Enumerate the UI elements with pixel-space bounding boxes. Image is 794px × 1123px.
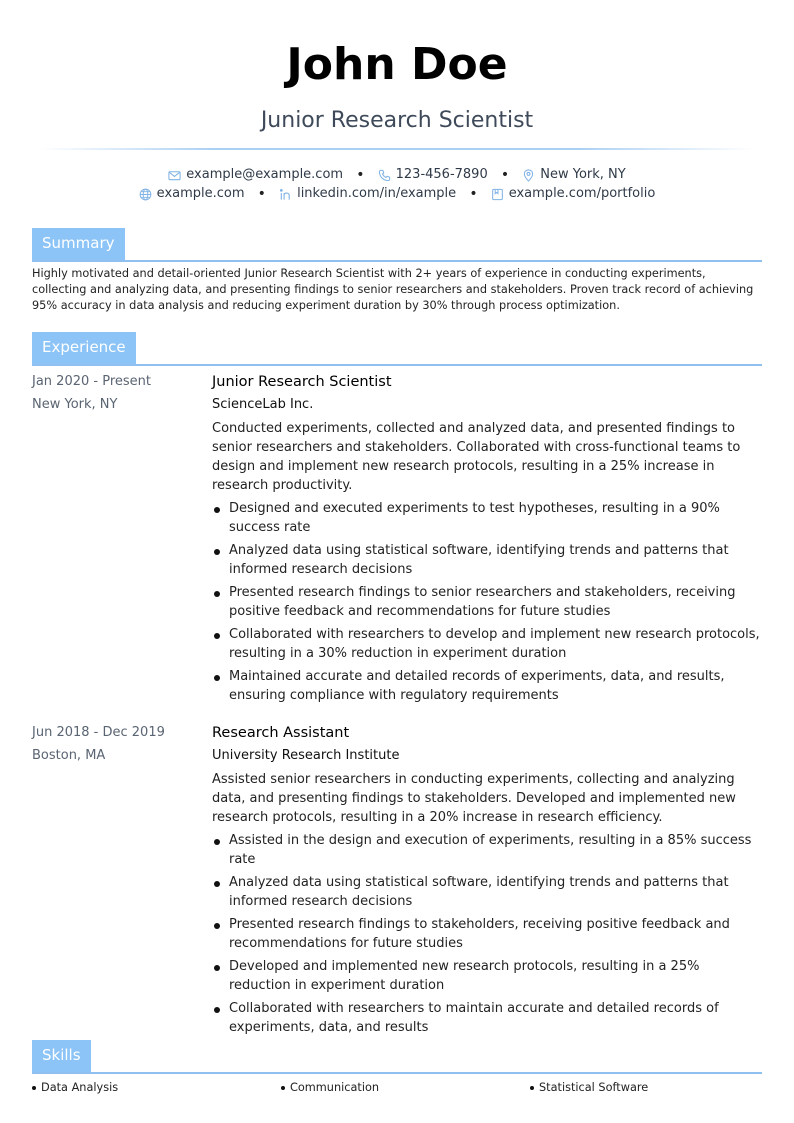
phone-icon: [378, 169, 391, 182]
list-item: Analyzed data using statistical software, identifying trends and patterns that informed research decisions: [212, 541, 764, 579]
contact-location: [522, 166, 625, 184]
contact-row-1: [0, 166, 794, 185]
contact-row-2: [0, 185, 794, 204]
job-title: Research Assistant: [212, 725, 350, 741]
bullet-dot: [530, 1086, 534, 1090]
globe-icon: [139, 188, 152, 201]
list-item: Designed and executed experiments to test hypotheses, resulting in a 90% success rate: [212, 499, 764, 537]
list-item: Analyzed data using statistical software, identifying trends and patterns that informed research decisions: [212, 873, 764, 911]
summary-heading: Summary: [32, 228, 125, 260]
list-item: Collaborated with researchers to maintain accurate and detailed records of experiments, data, and results: [212, 999, 764, 1037]
job-title: Junior Research Scientist: [212, 374, 392, 390]
portfolio-icon: [491, 188, 504, 201]
job-achievements: [212, 499, 764, 705]
job-details: [212, 373, 764, 709]
contact-email-text: example@example.com: [186, 167, 344, 182]
skills-heading: Skills: [32, 1040, 91, 1072]
contact-linkedin-text: linkedin.com/in/example: [297, 186, 457, 201]
list-item: Developed and implemented new research protocols, resulting in a 25% reduction in experiment duration: [212, 957, 764, 995]
skills-section-header: [32, 1040, 762, 1074]
experience-heading: Experience: [32, 332, 136, 364]
list-item: Maintained accurate and detailed records of experiments, data, and results, ensuring compliance with regulatory requirements: [212, 667, 764, 705]
contact-portfolio[interactable]: [491, 185, 656, 203]
list-item: Presented research findings to stakeholders, receiving positive feedback and recommendations for future studies: [212, 915, 764, 953]
skills-list: [32, 1080, 762, 1098]
bullet-dot: [32, 1086, 36, 1090]
skill-item: [32, 1080, 118, 1096]
contact-website[interactable]: [139, 185, 245, 203]
summary-text: Highly motivated and detail-oriented Junior Research Scientist with 2+ years of experience in conducting experiments, collecting and analyzing data, and presenting findings to senior researchers and stakeholders. Proven track record of achieving 95% accuracy in data analysis and reducing experiment duration by 30% through process optimization.: [32, 267, 754, 312]
job-dates: Jan 2020 - Present: [32, 374, 151, 389]
skill-label: Data Analysis: [41, 1081, 119, 1094]
job-company: ScienceLab Inc.: [212, 397, 314, 412]
job-location: New York, NY: [32, 397, 118, 412]
candidate-name: John Doe: [286, 39, 508, 90]
contact-portfolio-text: example.com/portfolio: [508, 186, 656, 201]
contact-linkedin[interactable]: [279, 185, 456, 203]
summary-section-header: [32, 228, 762, 262]
separator-dot: •: [356, 167, 365, 183]
mail-icon: [168, 169, 181, 182]
job-dates: Jun 2018 - Dec 2019: [32, 725, 165, 740]
separator-dot: •: [257, 186, 266, 202]
header-divider: [40, 148, 754, 150]
list-item: Collaborated with researchers to develop and implement new research protocols, resulting in a 30% reduction in experiment duration: [212, 625, 764, 663]
job-achievements: [212, 831, 764, 1037]
skill-label: Statistical Software: [539, 1081, 649, 1094]
job-description: Conducted experiments, collected and analyzed data, and presented findings to senior researchers and stakeholders. Collaborated with cross-functional teams to design and implement new research protocols, resulting in a 25% increase in research productivity.: [212, 421, 741, 493]
bullet-dot: [281, 1086, 285, 1090]
job-description: Assisted senior researchers in conducting experiments, collecting and analyzing data, and presenting findings to stakeholders. Developed and implemented new research protocols, resulting in a 20% increase in research efficiency.: [212, 772, 736, 825]
skill-item: [530, 1080, 648, 1096]
candidate-title: Junior Research Scientist: [260, 108, 534, 133]
list-item: Presented research findings to senior researchers and stakeholders, receiving positive feedback and recommendations for future studies: [212, 583, 764, 621]
job-company: University Research Institute: [212, 748, 400, 763]
linkedin-icon: [279, 188, 292, 201]
skill-label: Communication: [290, 1081, 380, 1094]
contact-phone[interactable]: [378, 166, 488, 184]
separator-dot: •: [469, 186, 478, 202]
contact-website-text: example.com: [156, 186, 245, 201]
separator-dot: •: [500, 167, 510, 183]
location-icon: [522, 169, 535, 182]
job-details: [212, 724, 764, 1041]
contact-email[interactable]: [168, 166, 343, 184]
experience-section-header: [32, 332, 762, 366]
contact-phone-text: 123-456-7890: [395, 167, 488, 182]
list-item: Assisted in the design and execution of experiments, resulting in a 85% success rate: [212, 831, 764, 869]
job-location: Boston, MA: [32, 748, 106, 763]
contact-location-text: New York, NY: [540, 167, 626, 182]
skill-item: [281, 1080, 379, 1096]
